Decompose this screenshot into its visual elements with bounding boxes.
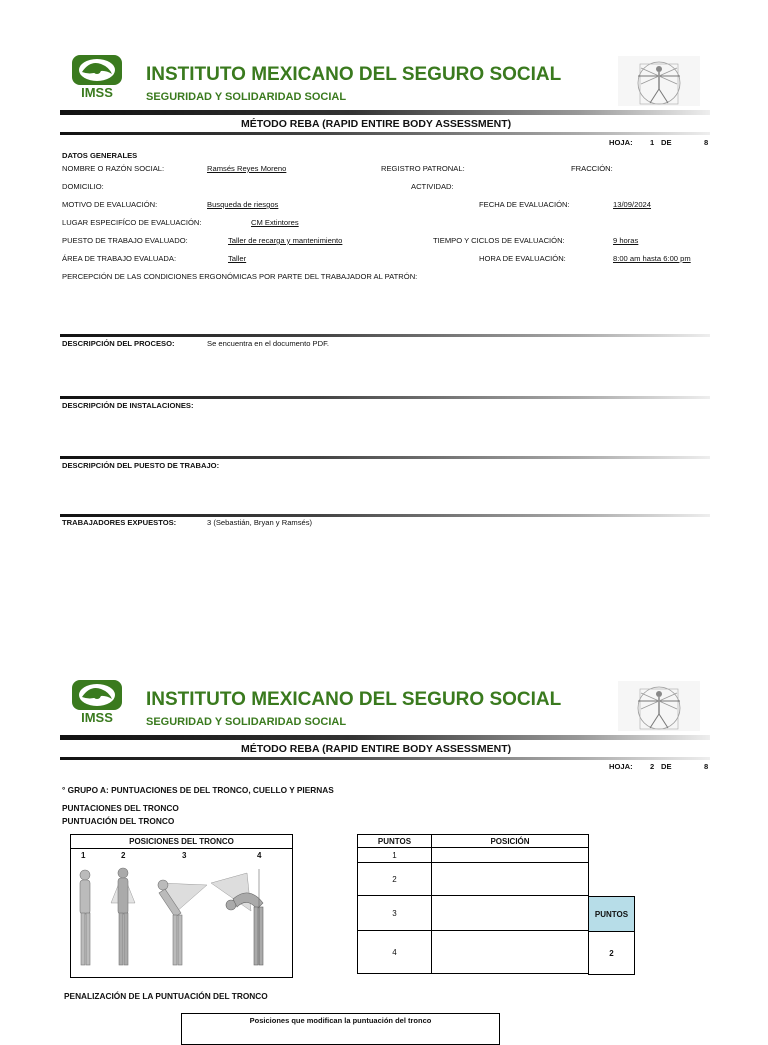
col-puntos: PUNTOS bbox=[358, 835, 432, 848]
method-rule bbox=[60, 132, 710, 135]
tiempo-label: TIEMPO Y CICLOS DE EVALUACIÓN: bbox=[433, 236, 565, 245]
fecha-label: FECHA DE EVALUACIÓN: bbox=[479, 200, 570, 209]
puntos-result-label: PUNTOS bbox=[589, 897, 635, 932]
svg-text:IMSS: IMSS bbox=[81, 710, 113, 725]
hora-label: HORA DE EVALUACIÓN: bbox=[479, 254, 566, 263]
puntos-result-value: 2 bbox=[589, 932, 635, 975]
position-number: 4 bbox=[257, 851, 262, 860]
trabajadores-value: 3 (Sebastián, Bryan y Ramsés) bbox=[207, 518, 313, 527]
posicion-cell[interactable] bbox=[432, 848, 589, 863]
trunk-postures-illustration bbox=[71, 863, 290, 975]
puntos-cell: 4 bbox=[358, 931, 432, 974]
lugar-label: LUGAR ESPECIFÍCO DE EVALUACIÓN: bbox=[62, 218, 202, 227]
puntuacion-tronco-heading: PUNTUACIÓN DEL TRONCO bbox=[62, 816, 175, 826]
hora-value: 8:00 am hasta 6:00 pm bbox=[613, 254, 691, 263]
vitruvian-man-image bbox=[618, 56, 700, 106]
institute-subtitle: SEGURIDAD Y SOLIDARIDAD SOCIAL bbox=[146, 716, 347, 728]
method-rule bbox=[60, 757, 710, 760]
datos-generales-heading: DATOS GENERALES bbox=[62, 151, 138, 160]
position-number: 3 bbox=[182, 851, 187, 860]
grupo-a-heading: ° GRUPO A: PUNTUACIONES DE DEL TRONCO, CUELLO Y PIERNAS bbox=[62, 785, 334, 795]
header-rule bbox=[60, 110, 710, 115]
domicilio-label: DOMICILIO: bbox=[62, 182, 104, 191]
posicion-cell[interactable] bbox=[432, 931, 589, 974]
proceso-label: DESCRIPCIÓN DEL PROCESO: bbox=[62, 339, 175, 348]
hoja-number: 1 bbox=[650, 138, 655, 147]
trunk-positions-figure bbox=[70, 834, 293, 978]
modif-table bbox=[181, 1013, 500, 1045]
method-title: MÉTODO REBA (RAPID ENTIRE BODY ASSESSMENT) bbox=[241, 118, 512, 130]
puntos-cell: 1 bbox=[358, 848, 432, 863]
puesto-value: Taller de recarga y mantenimiento bbox=[228, 236, 343, 245]
hoja-label: HOJA: bbox=[609, 138, 633, 147]
section-rule bbox=[60, 334, 710, 337]
penalizacion-heading: PENALIZACIÓN DE LA PUNTUACIÓN DEL TRONCO bbox=[64, 991, 268, 1001]
puesto-desc-label: DESCRIPCIÓN DEL PUESTO DE TRABAJO: bbox=[62, 461, 220, 470]
position-number: 2 bbox=[121, 851, 126, 860]
hoja-label: HOJA: bbox=[609, 762, 633, 771]
header-rule bbox=[60, 735, 710, 740]
trunk-result-table bbox=[588, 896, 635, 975]
nombre-value: Ramsés Reyes Moreno bbox=[207, 164, 287, 173]
institute-title: INSTITUTO MEXICANO DEL SEGURO SOCIAL bbox=[146, 64, 562, 85]
area-label: ÁREA DE TRABAJO EVALUADA: bbox=[62, 254, 177, 263]
trabajadores-label: TRABAJADORES EXPUESTOS: bbox=[62, 518, 177, 527]
lugar-value: CM Extintores bbox=[251, 218, 299, 227]
trunk-score-table bbox=[357, 834, 589, 974]
posicion-cell[interactable] bbox=[432, 896, 589, 931]
puntos-cell: 3 bbox=[358, 896, 432, 931]
section-rule bbox=[60, 514, 710, 517]
nombre-label: NOMBRE O RAZÓN SOCIAL: bbox=[62, 164, 165, 173]
method-title: MÉTODO REBA (RAPID ENTIRE BODY ASSESSMENT) bbox=[241, 743, 512, 755]
posiciones-header: POSICIONES DEL TRONCO bbox=[71, 835, 292, 849]
puntaciones-tronco-heading: PUNTACIONES DEL TRONCO bbox=[62, 803, 179, 813]
proceso-value: Se encuentra en el documento PDF. bbox=[207, 339, 329, 348]
institute-subtitle: SEGURIDAD Y SOLIDARIDAD SOCIAL bbox=[146, 91, 347, 103]
section-rule bbox=[60, 456, 710, 459]
area-value: Taller bbox=[228, 254, 247, 263]
svg-text:IMSS: IMSS bbox=[81, 85, 113, 100]
percepcion-label: PERCEPCIÓN DE LAS CONDICIONES ERGONÓMICAS POR PARTE DEL TRABAJADOR AL PATRÓN: bbox=[62, 272, 418, 281]
instalaciones-label: DESCRIPCIÓN DE INSTALACIONES: bbox=[62, 401, 194, 410]
institute-title: INSTITUTO MEXICANO DEL SEGURO SOCIAL bbox=[146, 689, 562, 710]
hoja-de: DE bbox=[661, 762, 672, 771]
vitruvian-man-image bbox=[618, 681, 700, 731]
puesto-label: PUESTO DE TRABAJO EVALUADO: bbox=[62, 236, 188, 245]
motivo-label: MOTIVO DE EVALUACIÓN: bbox=[62, 200, 158, 209]
hoja-total: 8 bbox=[704, 138, 709, 147]
hoja-total: 8 bbox=[704, 762, 709, 771]
fecha-value: 13/09/2024 bbox=[613, 200, 652, 209]
imss-logo bbox=[68, 679, 126, 725]
hoja-de: DE bbox=[661, 138, 672, 147]
position-number: 1 bbox=[81, 851, 86, 860]
col-posicion: POSICIÓN bbox=[432, 835, 589, 848]
puntos-cell: 2 bbox=[358, 863, 432, 896]
posicion-cell[interactable] bbox=[432, 863, 589, 896]
tiempo-value: 9 horas bbox=[613, 236, 639, 245]
hoja-number: 2 bbox=[650, 762, 655, 771]
modif-header: Posiciones que modifican la puntuación del tronco bbox=[249, 1016, 432, 1025]
section-rule bbox=[60, 396, 710, 399]
actividad-label: ACTIVIDAD: bbox=[411, 182, 454, 191]
imss-logo bbox=[68, 54, 126, 100]
fraccion-label: FRACCIÓN: bbox=[571, 164, 613, 173]
registro-label: REGISTRO PATRONAL: bbox=[381, 164, 465, 173]
motivo-value: Busqueda de riesgos bbox=[207, 200, 279, 209]
